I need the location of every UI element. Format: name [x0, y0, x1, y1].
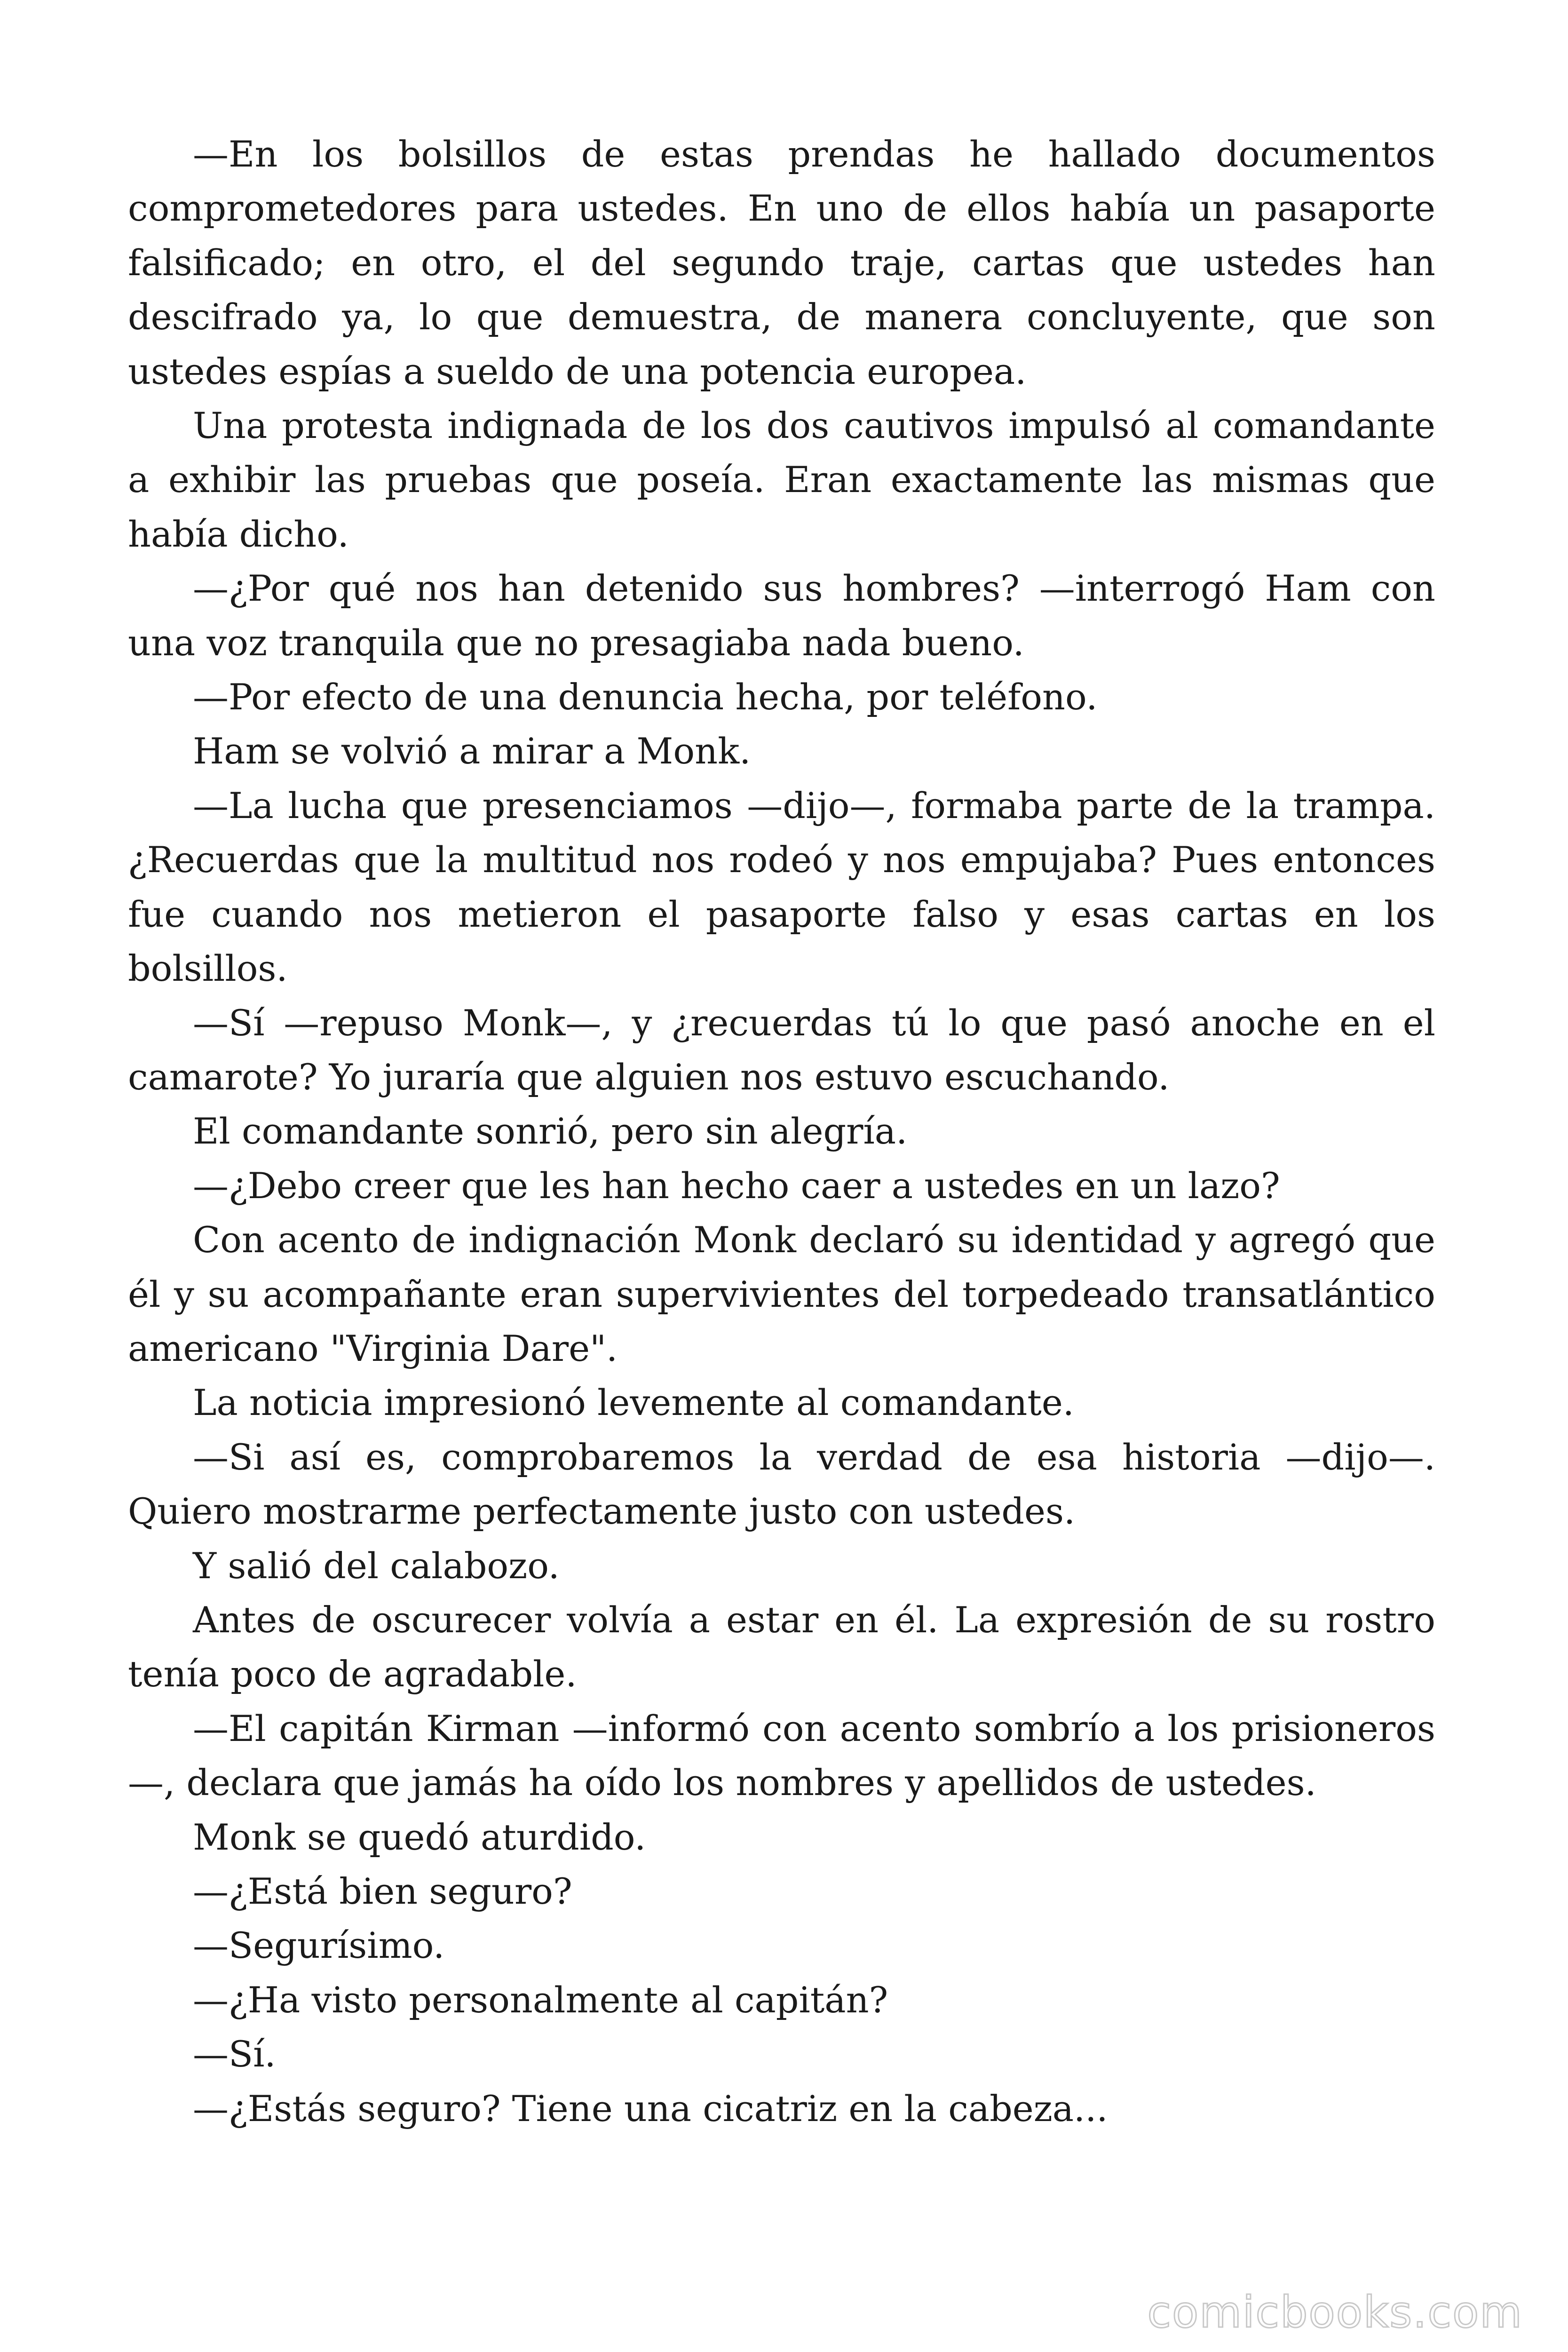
paragraph: —Segurísimo.	[193, 1924, 445, 1967]
paragraph: —El capitán Kirman —informó con acento sombrío a los prisioneros—, declara que jamás ha oído los nombres y apellidos de ustedes.	[128, 1707, 1435, 1804]
paragraph: —¿Por qué nos han detenido sus hombres? —interrogó Ham con una voz tranquila que no presagiaba nada bueno.	[128, 567, 1435, 664]
paragraph: —¿Estás seguro? Tiene una cicatriz en la cabeza...	[193, 2087, 1108, 2130]
watermark-logo: comicbooks.com	[1147, 2287, 1523, 2337]
paragraph: —Sí —repuso Monk—, y ¿recuerdas tú lo que pasó anoche en el camarote? Yo juraría que alguien nos estuvo escuchando.	[128, 1001, 1435, 1098]
paragraph: Una protesta indignada de los dos cautivos impulsó al comandante a exhibir las pruebas que poseía. Eran exactamente las mismas que había dicho.	[128, 405, 1435, 555]
paragraph: Con acento de indignación Monk declaró su identidad y agregó que él y su acompañante eran supervivientes del torpedeado transatlántico americano "Virginia Dare".	[128, 1219, 1435, 1369]
paragraph: —La lucha que presenciamos —dijo—, formaba parte de la trampa. ¿Recuerdas que la multitud nos rodeó y nos empujaba? Pues entonces fue cuando nos metieron el pasaporte falso y esas cartas en los bolsillos.	[128, 784, 1435, 990]
paragraph: —Sí.	[193, 2033, 276, 2075]
paragraph: —Por efecto de una denuncia hecha, por teléfono.	[193, 676, 1098, 718]
paragraph: —¿Está bien seguro?	[193, 1870, 572, 1912]
paragraph: Y salió del calabozo.	[193, 1544, 560, 1587]
paragraph: Monk se quedó aturdido.	[193, 1816, 646, 1858]
paragraph: —En los bolsillos de estas prendas he hallado documentos comprometedores para ustedes. En uno de ellos había un pasaporte falsificado; en otro, el del segundo traje, cartas que ustedes han descifrado ya, lo que demuestra, de manera concluyente, que son ustedes espías a sueldo de una potencia europea.	[128, 133, 1435, 392]
paragraph: —Si así es, comprobaremos la verdad de esa historia —dijo—. Quiero mostrarme perfectamente justo con ustedes.	[128, 1436, 1435, 1533]
paragraph: —¿Debo creer que les han hecho caer a ustedes en un lazo?	[193, 1164, 1280, 1207]
paragraph: —¿Ha visto personalmente al capitán?	[193, 1979, 888, 2021]
paragraph: La noticia impresionó levemente al comandante.	[193, 1382, 1074, 1424]
page-text	[128, 127, 1435, 2136]
paragraph: Antes de oscurecer volvía a estar en él. La expresión de su rostro tenía poco de agradable.	[128, 1598, 1435, 1695]
paragraph: El comandante sonrió, pero sin alegría.	[193, 1110, 908, 1152]
paragraph: Ham se volvió a mirar a Monk.	[193, 730, 751, 772]
